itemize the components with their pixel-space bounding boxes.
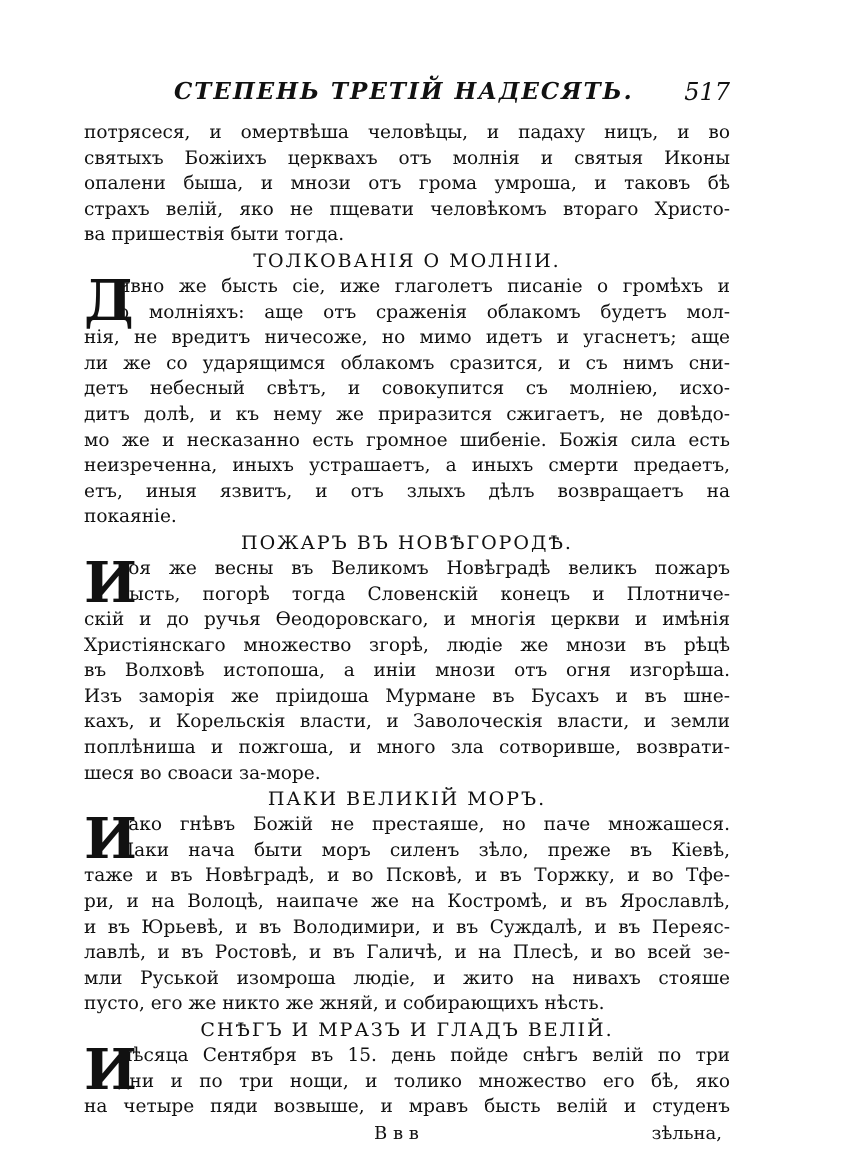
text-line: опалени быша, и мнози отъ грома умроша, и таковъ бѣ — [84, 173, 730, 195]
text-line: о молніяхъ: аще отъ сраженія облакомъ будетъ мол- — [118, 301, 730, 323]
text-line: детъ небесный свѣтъ, и совокупится съ молніею, исхо- — [84, 378, 730, 400]
text-line: ивно же бысть сіе, иже глаголетъ писаніе о громѣхъ и — [118, 275, 730, 297]
drop-cap: И — [84, 1037, 137, 1103]
text-line: бысть, погорѣ тогда Словенскій конецъ и Плотниче- — [118, 583, 730, 605]
text-line: Паки нача быти моръ силенъ зѣло, преже въ Кіевѣ, — [118, 839, 730, 861]
text-line: страхъ велій, яко не пщевати человѣкомъ втораго Христо- — [84, 198, 730, 220]
section-paragraph — [84, 549, 730, 786]
text-line: тако гнѣвъ Божій не престаяше, но паче множашеся. — [118, 814, 730, 836]
text-line: нія, не вредитъ ничесоже, но мимо идетъ и угаснетъ; аще — [84, 327, 730, 349]
running-head — [84, 78, 730, 120]
signature-mark: В в в — [374, 1122, 419, 1144]
text-line: етъ, иныя язвитъ, и отъ злыхъ дѣлъ возвращаетъ на — [84, 480, 730, 502]
book-page — [84, 78, 730, 1148]
text-line: мѣсяца Сентября въ 15. день пойде снѣгъ велій по три — [118, 1045, 730, 1066]
text-line: пусто, его же никто же жняй, и собирающихъ нѣсть. — [84, 993, 605, 1015]
section-heading: ПАКИ ВЕЛИКІЙ МОРЪ. — [267, 788, 547, 811]
text-line: кахъ, и Корельскія власти, и Заволоческія власти, и земли — [84, 711, 730, 733]
catchword: зѣльна, — [651, 1122, 722, 1144]
text-line: покаяніе. — [84, 506, 177, 528]
text-line: дни и по три нощи, и толико множество его бѣ, яко — [118, 1070, 730, 1092]
text-line: поплѣниша и пожгоша, и много зла сотворивше, возврати- — [84, 737, 730, 759]
text-line: Изъ заморія же пріидоша Мурмане въ Бусахъ и въ шне- — [84, 685, 730, 707]
page-number: 517 — [684, 78, 730, 106]
text-line: неизреченна, иныхъ устрашаетъ, а иныхъ смерти предаетъ, — [84, 455, 730, 477]
text-line: потрясеся, и омертвѣша человѣцы, и падаху ницъ, и во — [84, 122, 730, 143]
drop-cap: И — [84, 549, 137, 616]
text-line: на четыре пяди возвыше, и мравъ бысть велій и студенъ — [84, 1096, 730, 1118]
text-line: ри, и на Волоцѣ, наипаче же на Костромѣ, и въ Ярославлѣ, — [84, 891, 730, 913]
text-line: дитъ долѣ, и къ нему же приразится сжигаетъ, не довѣдо- — [84, 403, 730, 425]
page-footer — [84, 1120, 730, 1148]
text-line: мо же и несказанно есть громное шибеніе. Божія сила есть — [84, 429, 730, 451]
text-line: шеся во своаси за-море. — [84, 762, 321, 784]
text-line: мли Руськой изомроша людіе, и жито на нивахъ стояше — [84, 967, 730, 989]
text-line: ли же со ударящимся облакомъ сразится, и съ нимъ сни- — [84, 352, 730, 374]
section-paragraph — [84, 1037, 730, 1120]
section-heading: ПОЖАРЪ ВЪ НОВѢГОРОДѢ. — [241, 531, 573, 554]
section-heading: СНѢГЪ И МРАЗЪ И ГЛАДЪ ВЕЛІЙ. — [200, 1019, 614, 1041]
drop-cap: И — [84, 806, 137, 873]
drop-cap: Д — [84, 267, 134, 334]
section-paragraph — [84, 267, 730, 530]
text-line: Христіянскаго множество згорѣ, людіе же мнози въ рѣцѣ — [84, 634, 730, 656]
text-line: въ Волховѣ истопоша, а иніи мнози отъ огня изгорѣша. — [84, 660, 730, 682]
section-heading: ТОЛКОВАНІЯ О МОЛНІИ. — [253, 249, 561, 272]
text-line: и въ Юрьевѣ, и въ Володимири, и въ Суждалѣ, и въ Переяс- — [84, 916, 730, 938]
section-paragraph — [84, 806, 730, 1017]
text-line: тоя же весны въ Великомъ Новѣградѣ великъ пожаръ — [118, 557, 730, 579]
opening-paragraph — [84, 120, 730, 248]
text-line: святыхъ Божіихъ церквахъ отъ молнія и святыя Иконы — [84, 147, 730, 169]
text-line: лавлѣ, и въ Ростовѣ, и въ Галичѣ, и на Плесѣ, и во всей зе- — [84, 942, 730, 964]
text-line: ва пришествія быти тогда. — [84, 224, 345, 246]
text-line: скій и до ручья Ѳеодоровскаго, и многія церкви и имѣнія — [84, 609, 730, 631]
text-line: таже и въ Новѣградѣ, и во Псковѣ, и въ Торжку, и во Тфе- — [84, 865, 730, 887]
running-title: СТЕПЕНЬ ТРЕТІЙ НАДЕСЯТЬ. — [174, 78, 634, 105]
